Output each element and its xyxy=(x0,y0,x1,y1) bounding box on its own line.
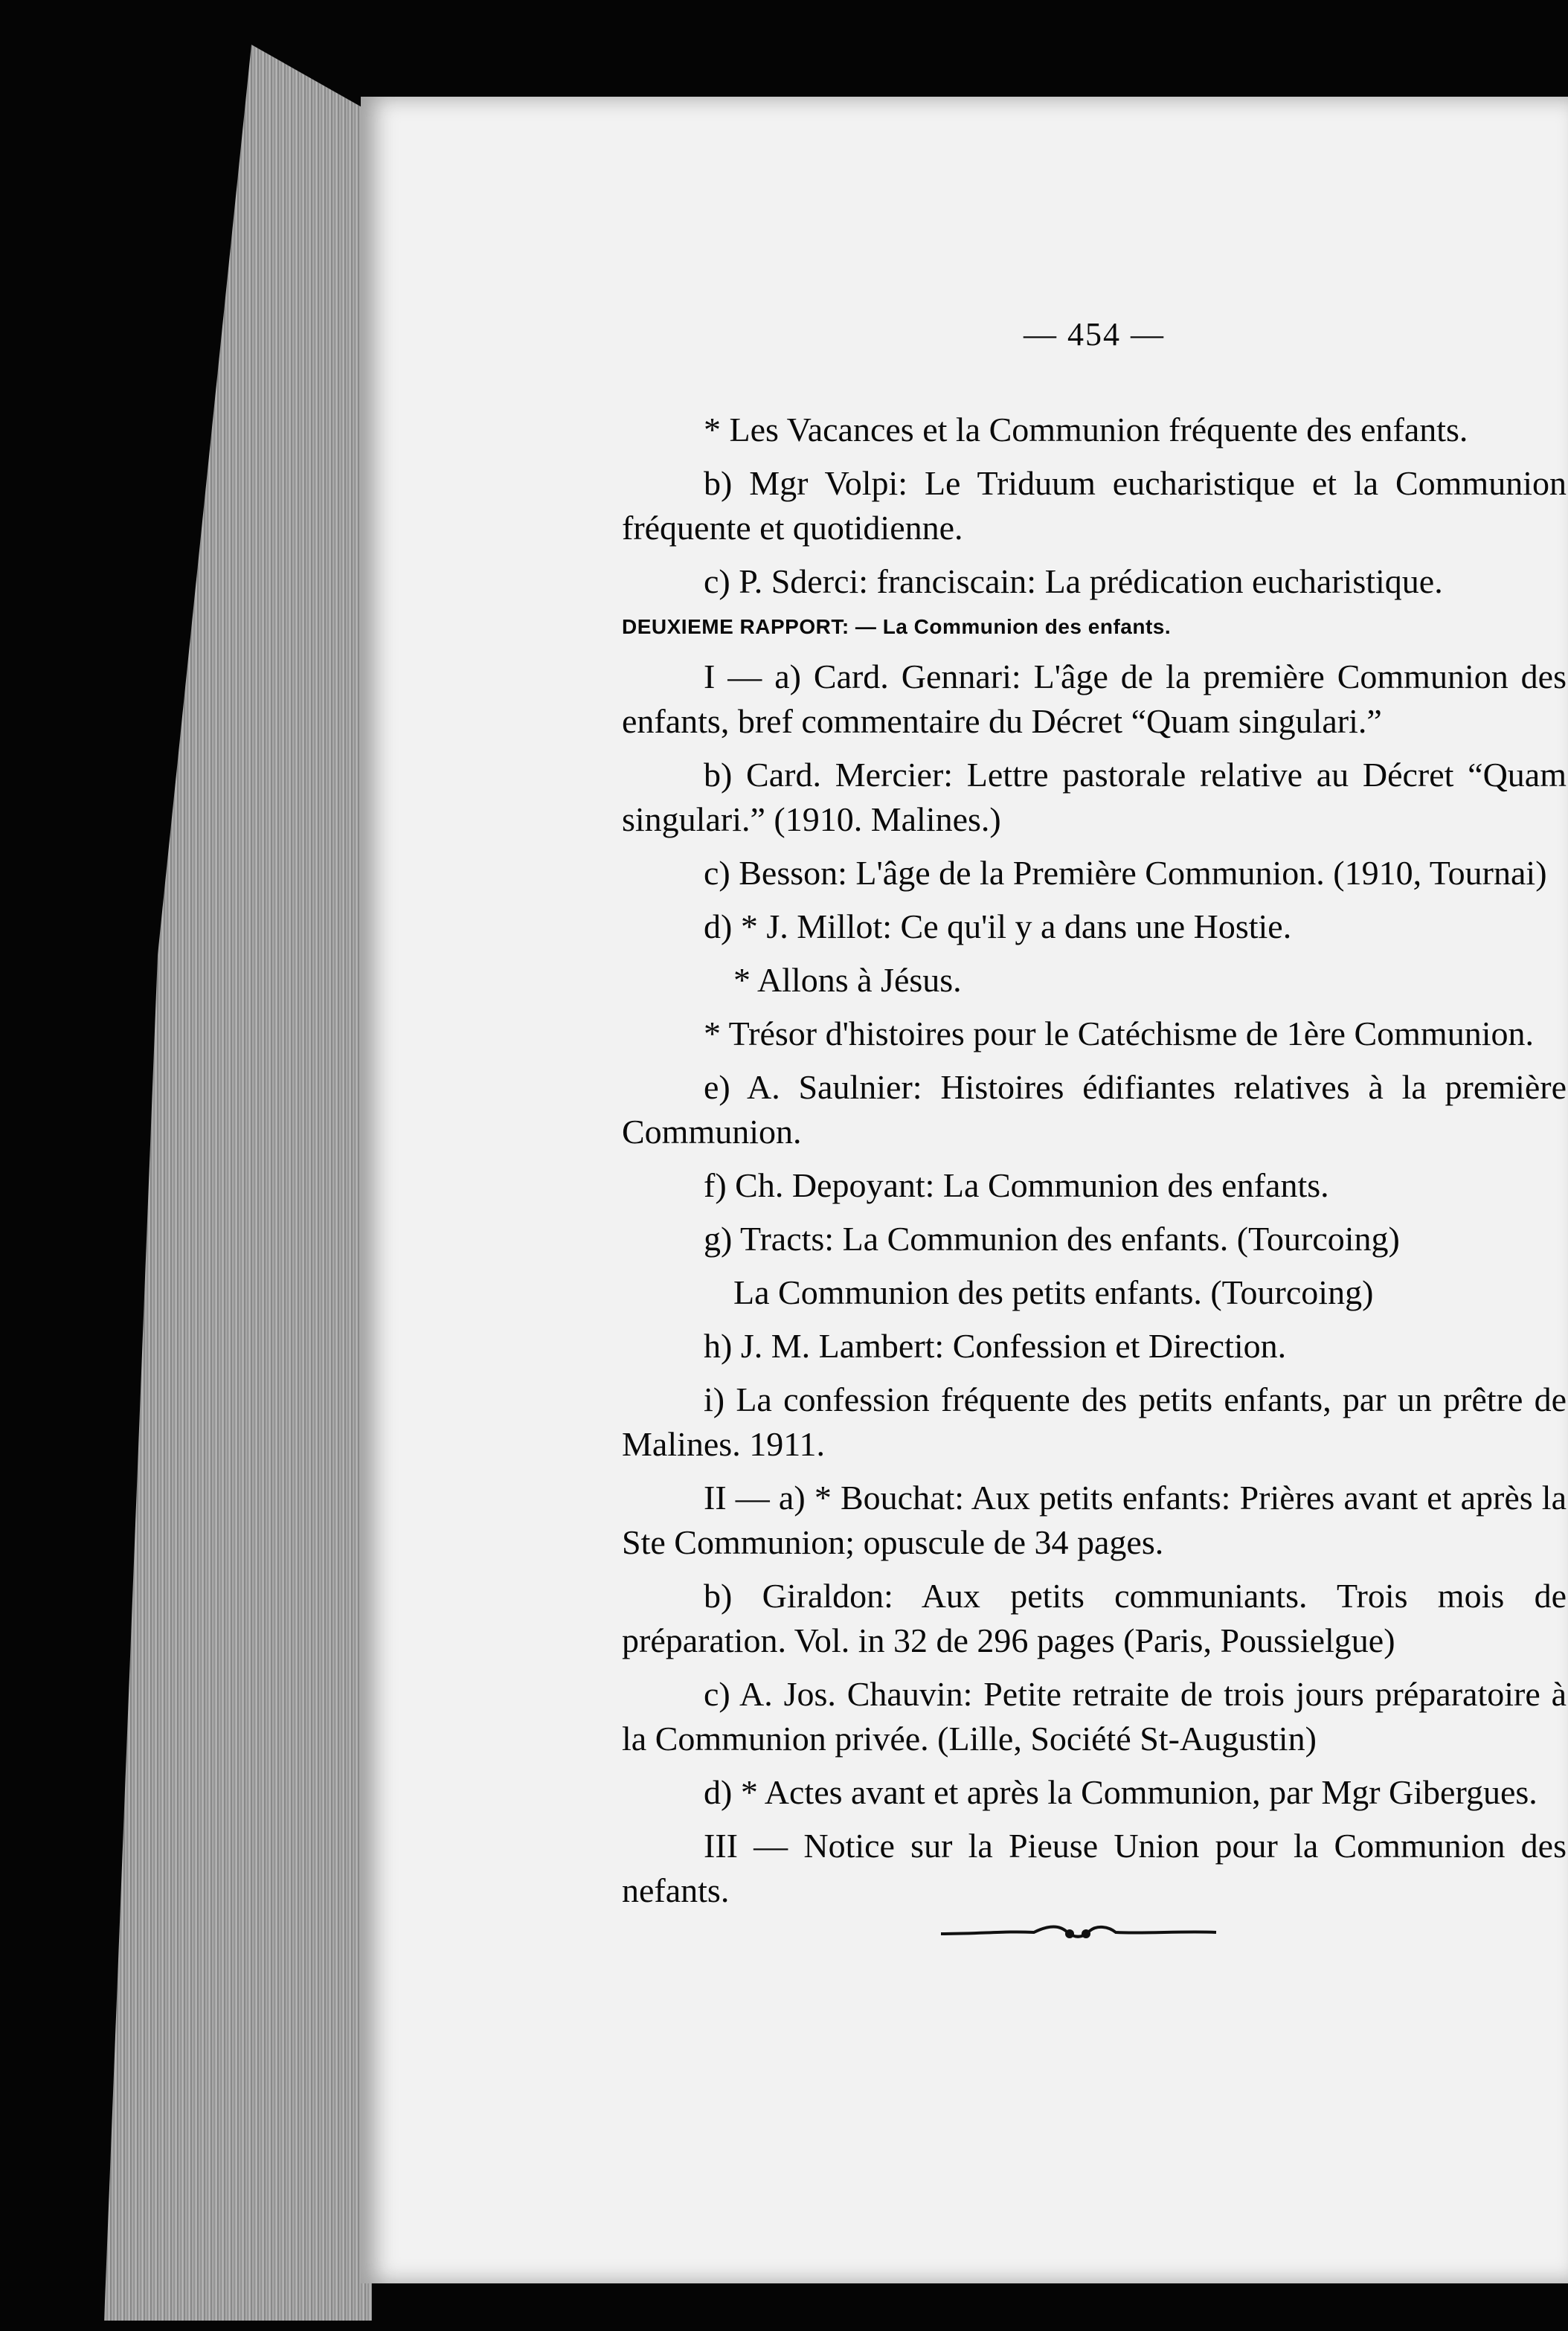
entry: e) A. Saulnier: Histoires édifiantes relatives à la première Communion. xyxy=(622,1068,1567,1151)
entry: d) * J. Millot: Ce qu'il y a dans une Hostie. xyxy=(704,907,1292,945)
tail-piece-ornament-icon xyxy=(937,1917,1220,1947)
entry: h) J. M. Lambert: Confession et Direction. xyxy=(704,1327,1287,1365)
page-text xyxy=(622,312,1567,1922)
entry: b) Card. Mercier: Lettre pastorale relative au Décret “Quam singulari.” (1910. Malines.) xyxy=(622,756,1567,838)
entry: f) Ch. Depoyant: La Communion des enfants. xyxy=(704,1166,1329,1204)
entry: g) Tracts: La Communion des enfants. (Tourcoing) xyxy=(704,1220,1400,1258)
entry: b) Mgr Volpi: Le Triduum eucharistique et la Communion fréquente et quotidienne. xyxy=(622,464,1567,547)
entry: II — a) * Bouchat: Aux petits enfants: Prières avant et après la Ste Communion; opuscule de 34 pages. xyxy=(622,1479,1567,1561)
entry: * Trésor d'histoires pour le Catéchisme de 1ère Communion. xyxy=(704,1015,1534,1052)
entry: III — Notice sur la Pieuse Union pour la Communion des nefants. xyxy=(622,1827,1567,1909)
entry: d) * Actes avant et après la Communion, par Mgr Gibergues. xyxy=(704,1773,1538,1811)
entry: c) A. Jos. Chauvin: Petite retraite de trois jours préparatoire à la Communion privée. (Lille, Société St-Augustin) xyxy=(622,1675,1567,1758)
entry: c) Besson: L'âge de la Première Communion. (1910, Tournai) xyxy=(704,854,1547,892)
entry: I — a) Card. Gennari: L'âge de la première Communion des enfants, bref commentaire du Décret “Quam singulari.” xyxy=(622,657,1567,740)
section-heading: DEUXIEME RAPPORT: — La Communion des enfants. xyxy=(622,615,1172,638)
book-page-edges xyxy=(104,45,372,2321)
entry: i) La confession fréquente des petits enfants, par un prêtre de Malines. 1911. xyxy=(622,1380,1567,1463)
entry: La Communion des petits enfants. (Tourcoing) xyxy=(733,1273,1374,1311)
page-number: — 454 — xyxy=(1024,316,1165,353)
entry: c) P. Sderci: franciscain: La prédication eucharistique. xyxy=(704,562,1443,600)
entry: * Allons à Jésus. xyxy=(733,961,962,999)
entry: * Les Vacances et la Communion fréquente des enfants. xyxy=(704,411,1468,448)
entry: b) Giraldon: Aux petits communiants. Trois mois de préparation. Vol. in 32 de 296 pages (Paris, Poussielgue) xyxy=(622,1577,1567,1659)
